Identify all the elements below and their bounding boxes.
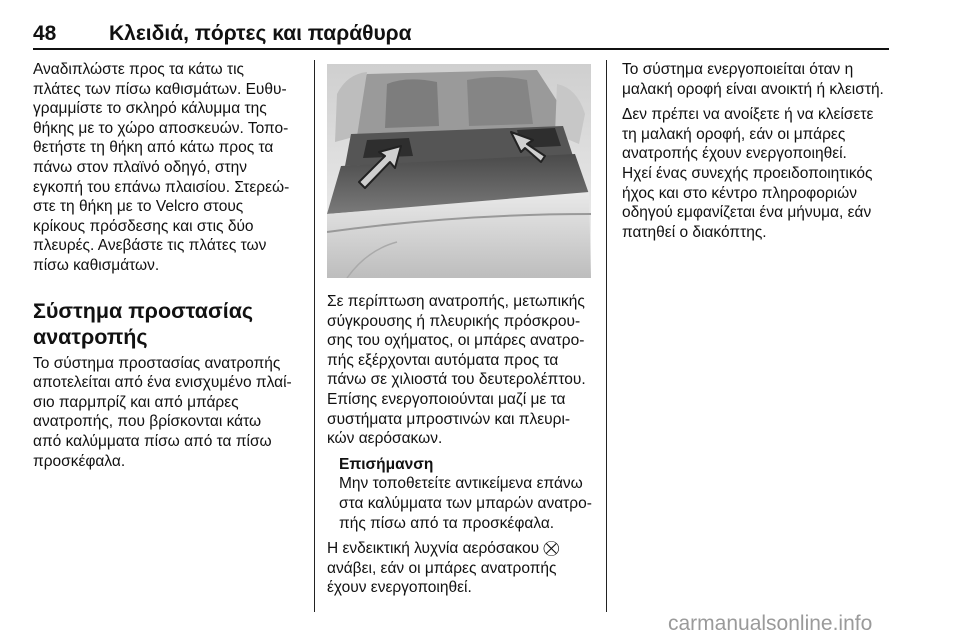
column-divider-1: [314, 60, 315, 612]
text-line: ήχος και στο κέντρο πληροφοριών: [622, 184, 857, 202]
paragraph-soft-top-warning: [622, 105, 892, 242]
page-title: Κλειδιά, πόρτες και παράθυρα: [109, 22, 412, 45]
paragraph-rollover-system: [33, 354, 311, 472]
paragraph-indicator-lamp: [327, 539, 595, 598]
column-1: [33, 60, 311, 471]
text-line: γραμμίστε το σκληρό κάλυμμα της: [33, 100, 267, 118]
text-line: ανάβει, εάν οι μπάρες ανατροπής: [327, 559, 557, 577]
text-line: θήκης με το χώρο αποσκευών. Τοπο-: [33, 119, 289, 137]
text-line: πής πίσω από τα προσκέφαλα.: [339, 514, 555, 532]
column-2: [327, 60, 595, 598]
text-line: κρίκους πρόσδεσης και στις δύο: [33, 217, 254, 235]
text-line: Το σύστημα ενεργοποιείται όταν η: [622, 61, 854, 78]
text-line: πάνω σε χιλιοστά του δευτερολέπτου.: [327, 371, 586, 389]
note-block: [327, 455, 595, 533]
text-line: πλάτες των πίσω καθισμάτων. Ευθυ-: [33, 80, 287, 98]
heading-line: Σύστημα προστασίας: [33, 298, 254, 323]
text-line: κών αερόσακων.: [327, 430, 443, 448]
text-line: ανατροπής έχουν ενεργοποιηθεί.: [622, 145, 847, 163]
text-line: από καλύμματα πίσω από τα πίσω: [33, 432, 272, 450]
text-line: Αναδιπλώστε προς τα κάτω τις: [33, 61, 245, 78]
text-line: σιο παρμπρίζ και από μπάρες: [33, 393, 239, 411]
paragraph-system-active: [622, 60, 892, 99]
watermark: carmanualsonline.info: [668, 612, 873, 635]
text-line: έχουν ενεργοποιηθεί.: [327, 579, 472, 597]
text-line: αποτελείται από ένα ενισχυμένο πλαί-: [33, 374, 292, 392]
text-line: Μην τοποθετείτε αντικείμενα επάνω: [339, 475, 583, 493]
header-divider: [33, 48, 889, 50]
column-divider-2: [606, 60, 607, 612]
section-heading-rollover-protection: [33, 298, 311, 350]
text-line: μαλακή οροφή είναι ανοικτή ή κλειστή.: [622, 80, 884, 98]
text-line: τη μαλακή οροφή, εάν οι μπάρες: [622, 125, 846, 143]
page-number: 48: [33, 22, 57, 45]
page-header: [33, 0, 889, 50]
text-line: στε τη θήκη με το Velcro στους: [33, 198, 244, 216]
text-line: πατηθεί ο διακόπτης.: [622, 223, 767, 241]
text-line: σης του οχήματος, οι μπάρες ανατρο-: [327, 332, 585, 350]
text-line: θετήστε τη θήκη από κάτω προς τα: [33, 139, 274, 157]
text-line: Επίσης ενεργοποιούνται μαζί με τα: [327, 390, 566, 408]
heading-line: ανατροπής: [33, 324, 148, 349]
text-line: Το σύστημα προστασίας ανατροπής: [33, 354, 281, 372]
text-line: Δεν πρέπει να ανοίξετε ή να κλείσετε: [622, 106, 874, 124]
column-3: [622, 60, 892, 242]
note-title: Επισήμανση: [339, 455, 434, 473]
paragraph-rollover-trigger: [327, 292, 595, 449]
text-line: πίσω καθισμάτων.: [33, 256, 160, 274]
text-line: συστήματα μπροστινών και πλευρι-: [327, 410, 571, 428]
text-line: πλευρές. Ανεβάστε τις πλάτες των: [33, 237, 267, 255]
text-line: προσκέφαλα.: [33, 452, 126, 470]
paragraph-install-cover: [33, 60, 311, 276]
text-line: [327, 539, 595, 559]
text-line: ανατροπής, που βρίσκονται κάτω: [33, 413, 262, 431]
text-line: σύγκρουσης ή πλευρικής πρόσκρου-: [327, 312, 581, 330]
rollover-bars-photo: [327, 64, 591, 278]
text-line: πής εξέρχονται αυτόματα προς τα: [327, 351, 559, 369]
text-line: οδηγού εμφανίζεται ένα μήνυμα, εάν: [622, 204, 872, 222]
text-line: εγκοπή του επάνω πλαισίου. Στερεώ-: [33, 178, 290, 196]
text-line: στα καλύμματα των μπαρών ανατρο-: [339, 494, 592, 512]
text-line: Ηχεί ένας συνεχής προειδοποιητικός: [622, 164, 873, 182]
airbag-indicator-icon: ⛒: [543, 539, 560, 558]
text-line: Σε περίπτωση ανατροπής, μετωπικής: [327, 293, 585, 310]
indicator-text: Η ενδεικτική λυχνία αερόσακου: [327, 540, 540, 558]
text-line: πάνω στον πλαϊνό οδηγό, στην: [33, 158, 247, 176]
